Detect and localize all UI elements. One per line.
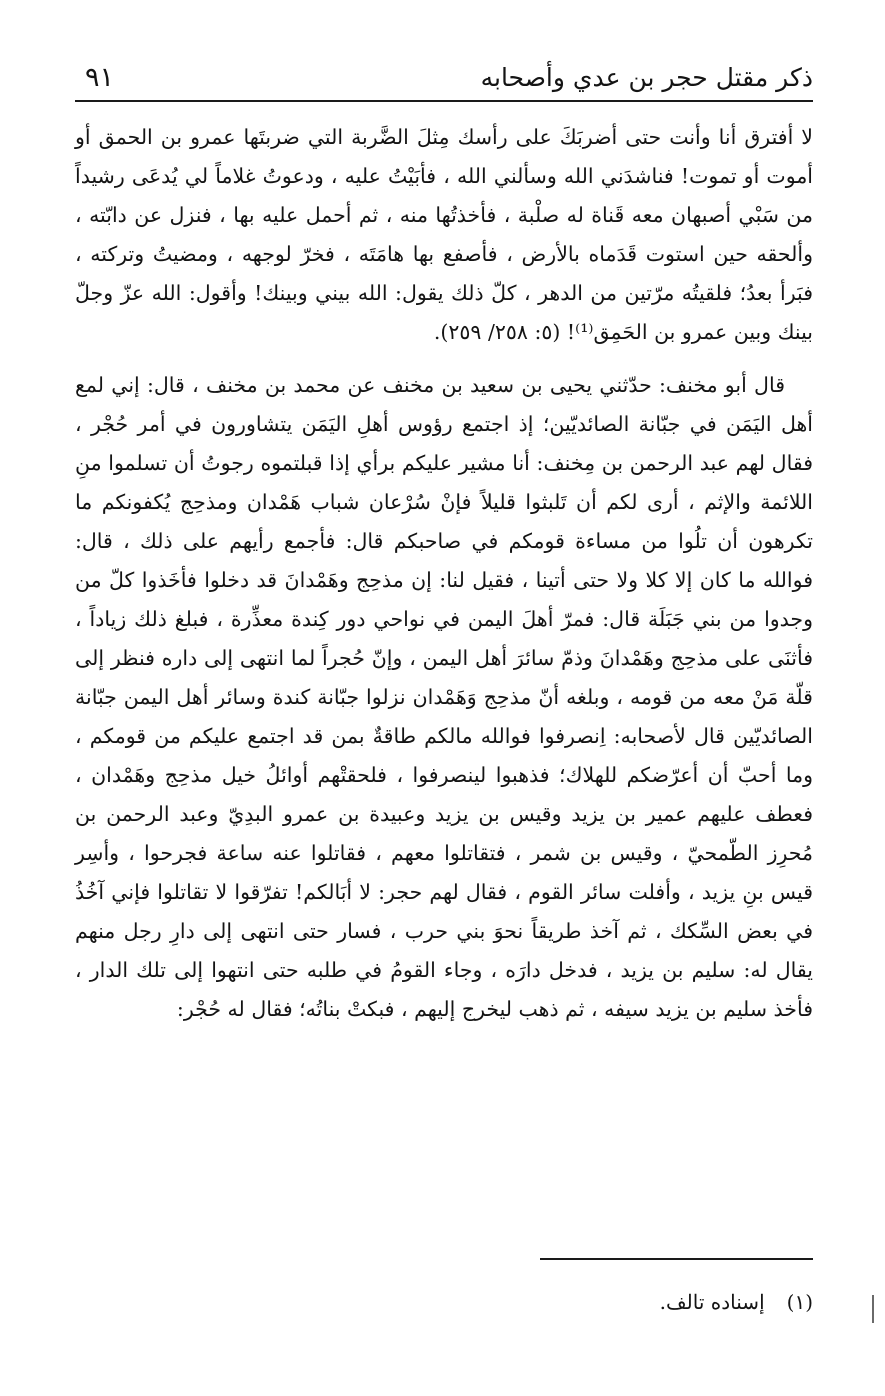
page-header bbox=[75, 60, 813, 100]
footnote-text: إسناده تالف. bbox=[659, 1290, 765, 1314]
footnote-marker: (١) bbox=[786, 1290, 813, 1314]
page-number: ٩١ bbox=[85, 62, 115, 93]
footnote bbox=[75, 1285, 813, 1319]
scan-edge-mark bbox=[872, 1295, 874, 1323]
paragraph: لا أفترق أنا وأنت حتى أضربَكَ على رأسك مِثلَ الضَّربة التي ضربتَها عمرو بن الحمق أو أموت أو تموت! فناشدَني الله وسألني الله ، فأبَيْتُ عليه ، ودعوتُ غلاماً لي يُدعَى رشيداً من سَبْي أصبهان معه قَناة له صلْبة ، فأخذتُها منه ، ثم أحمل عليه بها ، فنزل عن دابّته ، وألحقه حين استوت قَدَماه بالأرض ، فأصفع بها هامَتَه ، فخرّ لوجهه ، ومضيتُ وتركته ، فبَرأ بعدُ؛ فلقيتُه مرّتين من الدهر ، كلّ ذلك يقول: الله بيني وبينك! وأقول: الله عزّ وجلّ بينك وبين عمرو بن الحَمِق⁽¹⁾! (٥: ٢٥٨/ ٢٥٩). bbox=[75, 125, 813, 344]
paragraph: قال أبو مخنف: حدّثني يحيى بن سعيد بن مخنف عن محمد بن مخنف ، قال: إني لمع أهل اليَمَن في جبّانة الصائديّين؛ إذ اجتمع رؤوس أهلِ اليَمَن يتشاورون في أمر حُجْر ، فقال لهم عبد الرحمن بن مِخنف: أنا مشير عليكم برأي إذا قبلتموه رجوتُ أن تسلموا منِ اللائمة والإثم ، أرى لكم أن تَلبثوا قليلاً فإنْ سُرْعان شباب هَمْدان ومذحِج يُكفونكم ما تكرهون أن تلُوا من مساءة قومكم في صاحبكم قال: فأجمع رأيهم على ذلك ، قال: فوالله ما كان إلا كلا ولا حتى أتينا ، فقيل لنا: إن مذحِج وهَمْدانَ قد دخلوا فأخَذوا كلّ من وجدوا من بني جَبَلَة قال: فمرّ أهلَ اليمن في نواحي دور كِندة معذِّرة ، فبلغ ذلك زياداً ، فأثنَى على مذحِج وهَمْدانَ وذمّ سائرَ أهل اليمن ، وإنّ حُجراً لما انتهى إلى داره فنظر إلى قلّة مَنْ معه من قومه ، وبلغه أنّ مذحِج وَهَمْدان نزلوا جبّانة كندة وسائر أهل اليمن جبّانة الصائديّين قال لأصحابه: اِنصرفوا فوالله مالكم طاقةٌ بمن قد اجتمع عليكم من قومكم ، وما أحبّ أن أعرّضكم للهلاك؛ فذهبوا لينصرفوا ، فلحقتْهم أوائلُ خيل مذحِج وهَمْدان ، فعطف عليهم عمير بن يزيد وقيس بن يزيد وعبيدة بن عمرو البدِيّ وعبد الرحمن بن مُحرِز الطّمحيّ ، وقيس بن شمر ، فتقاتلوا معهم ، فقاتلوا عنه ساعة فجرحوا ، وأسِر قيس بنِ يزيد ، وأفلت سائر القوم ، فقال لهم حجر: لا أبَالكم! تفرّقوا لا تقاتلوا فإني آخُذُ في بعض السِّكك ، ثم آخذ طريقاً نحوَ بني حرب ، فسار حتى انتهى إلى دارِ رجل منهم يقال له: سليم بن يزيد ، فدخل دارَه ، وجاء القومُ في طلبه حتى انتهوا إلى تلك الدار ، فأخذ سليم بن يزيد سيفه ، ثم ذهب ليخرج إليهم ، فبكتْ بناتُه؛ فقال له حُجْر: bbox=[75, 373, 813, 1021]
running-title: ذكر مقتل حجر بن عدي وأصحابه bbox=[480, 63, 813, 92]
header-divider bbox=[75, 100, 813, 102]
main-text bbox=[75, 118, 813, 1029]
footnote-divider bbox=[540, 1258, 813, 1260]
